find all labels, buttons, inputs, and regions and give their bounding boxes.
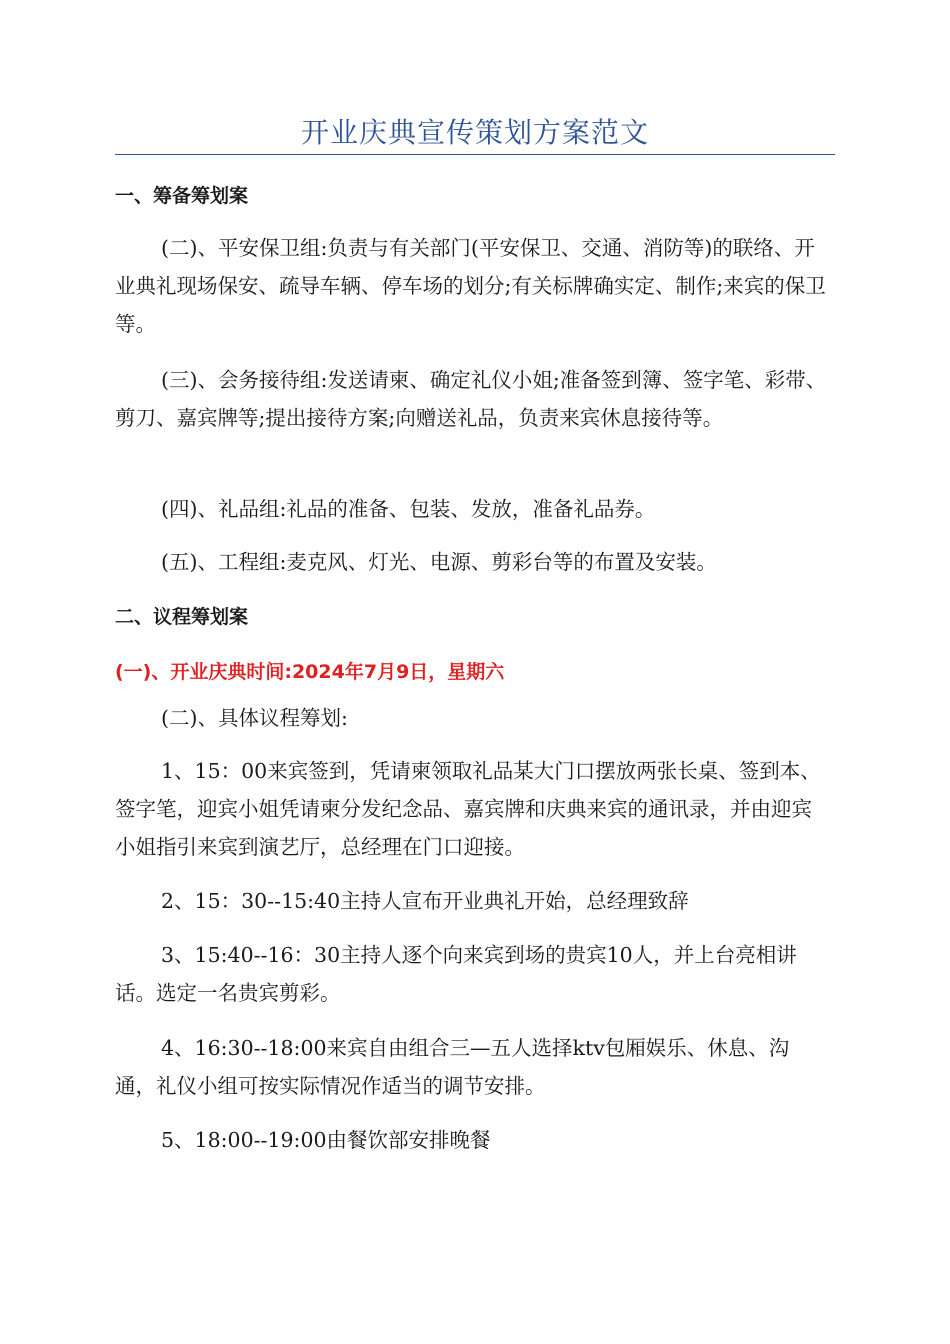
paragraph-reception-group: (三)、会务接待组:发送请柬、确定礼仪小姐;准备签到簿、签字笔、彩带、剪刀、嘉宾牌等;提出接待方案;向赠送礼品，负责来宾休息接待等。 (115, 368, 827, 430)
agenda-item-5: 5、18:00--19:00由餐饮部安排晚餐 (161, 1128, 491, 1152)
paragraph-engineering-group: (五)、工程组:麦克风、灯光、电源、剪彩台等的布置及安装。 (161, 550, 717, 574)
paragraph-security-group: (二)、平安保卫组:负责与有关部门(平安保卫、交通、消防等)的联络、开业典礼现场保安、疏导车辆、停车场的划分;有关标牌确实定、制作;来宾的保卫等。 (115, 236, 826, 336)
title-underline (115, 154, 835, 155)
agenda-item-4: 4、16:30--18:00来宾自由组合三—五人选择ktv包厢娱乐、休息、沟通，礼仪小组可按实际情况作适当的调节安排。 (115, 1036, 790, 1098)
agenda-item-1: 1、15：00来宾签到，凭请柬领取礼品某大门口摆放两张长桌、签到本、签字笔，迎宾小姐凭请柬分发纪念品、嘉宾牌和庆典来宾的通讯录，并由迎宾小姐指引来宾到演艺厅，总经理在门口迎接。 (115, 759, 821, 859)
document-title: 开业庆典宣传策划方案范文 (300, 116, 649, 149)
paragraph-gift-group: (四)、礼品组:礼品的准备、包装、发放，准备礼品券。 (161, 497, 656, 521)
agenda-item-2: 2、15：30--15:40主持人宣布开业典礼开始，总经理致辞 (161, 889, 689, 913)
ceremony-time-heading: (一)、开业庆典时间:2024年7月9日，星期六 (115, 661, 505, 683)
agenda-subheading: (二)、具体议程筹划: (161, 706, 348, 730)
section-heading-1: 一、筹备筹划案 (115, 185, 249, 207)
agenda-item-3: 3、15:40--16：30主持人逐个向来宾到场的贵宾10人，并上台亮相讲话。选定一名贵宾剪彩。 (115, 943, 797, 1005)
section-heading-2: 二、议程筹划案 (115, 606, 249, 628)
